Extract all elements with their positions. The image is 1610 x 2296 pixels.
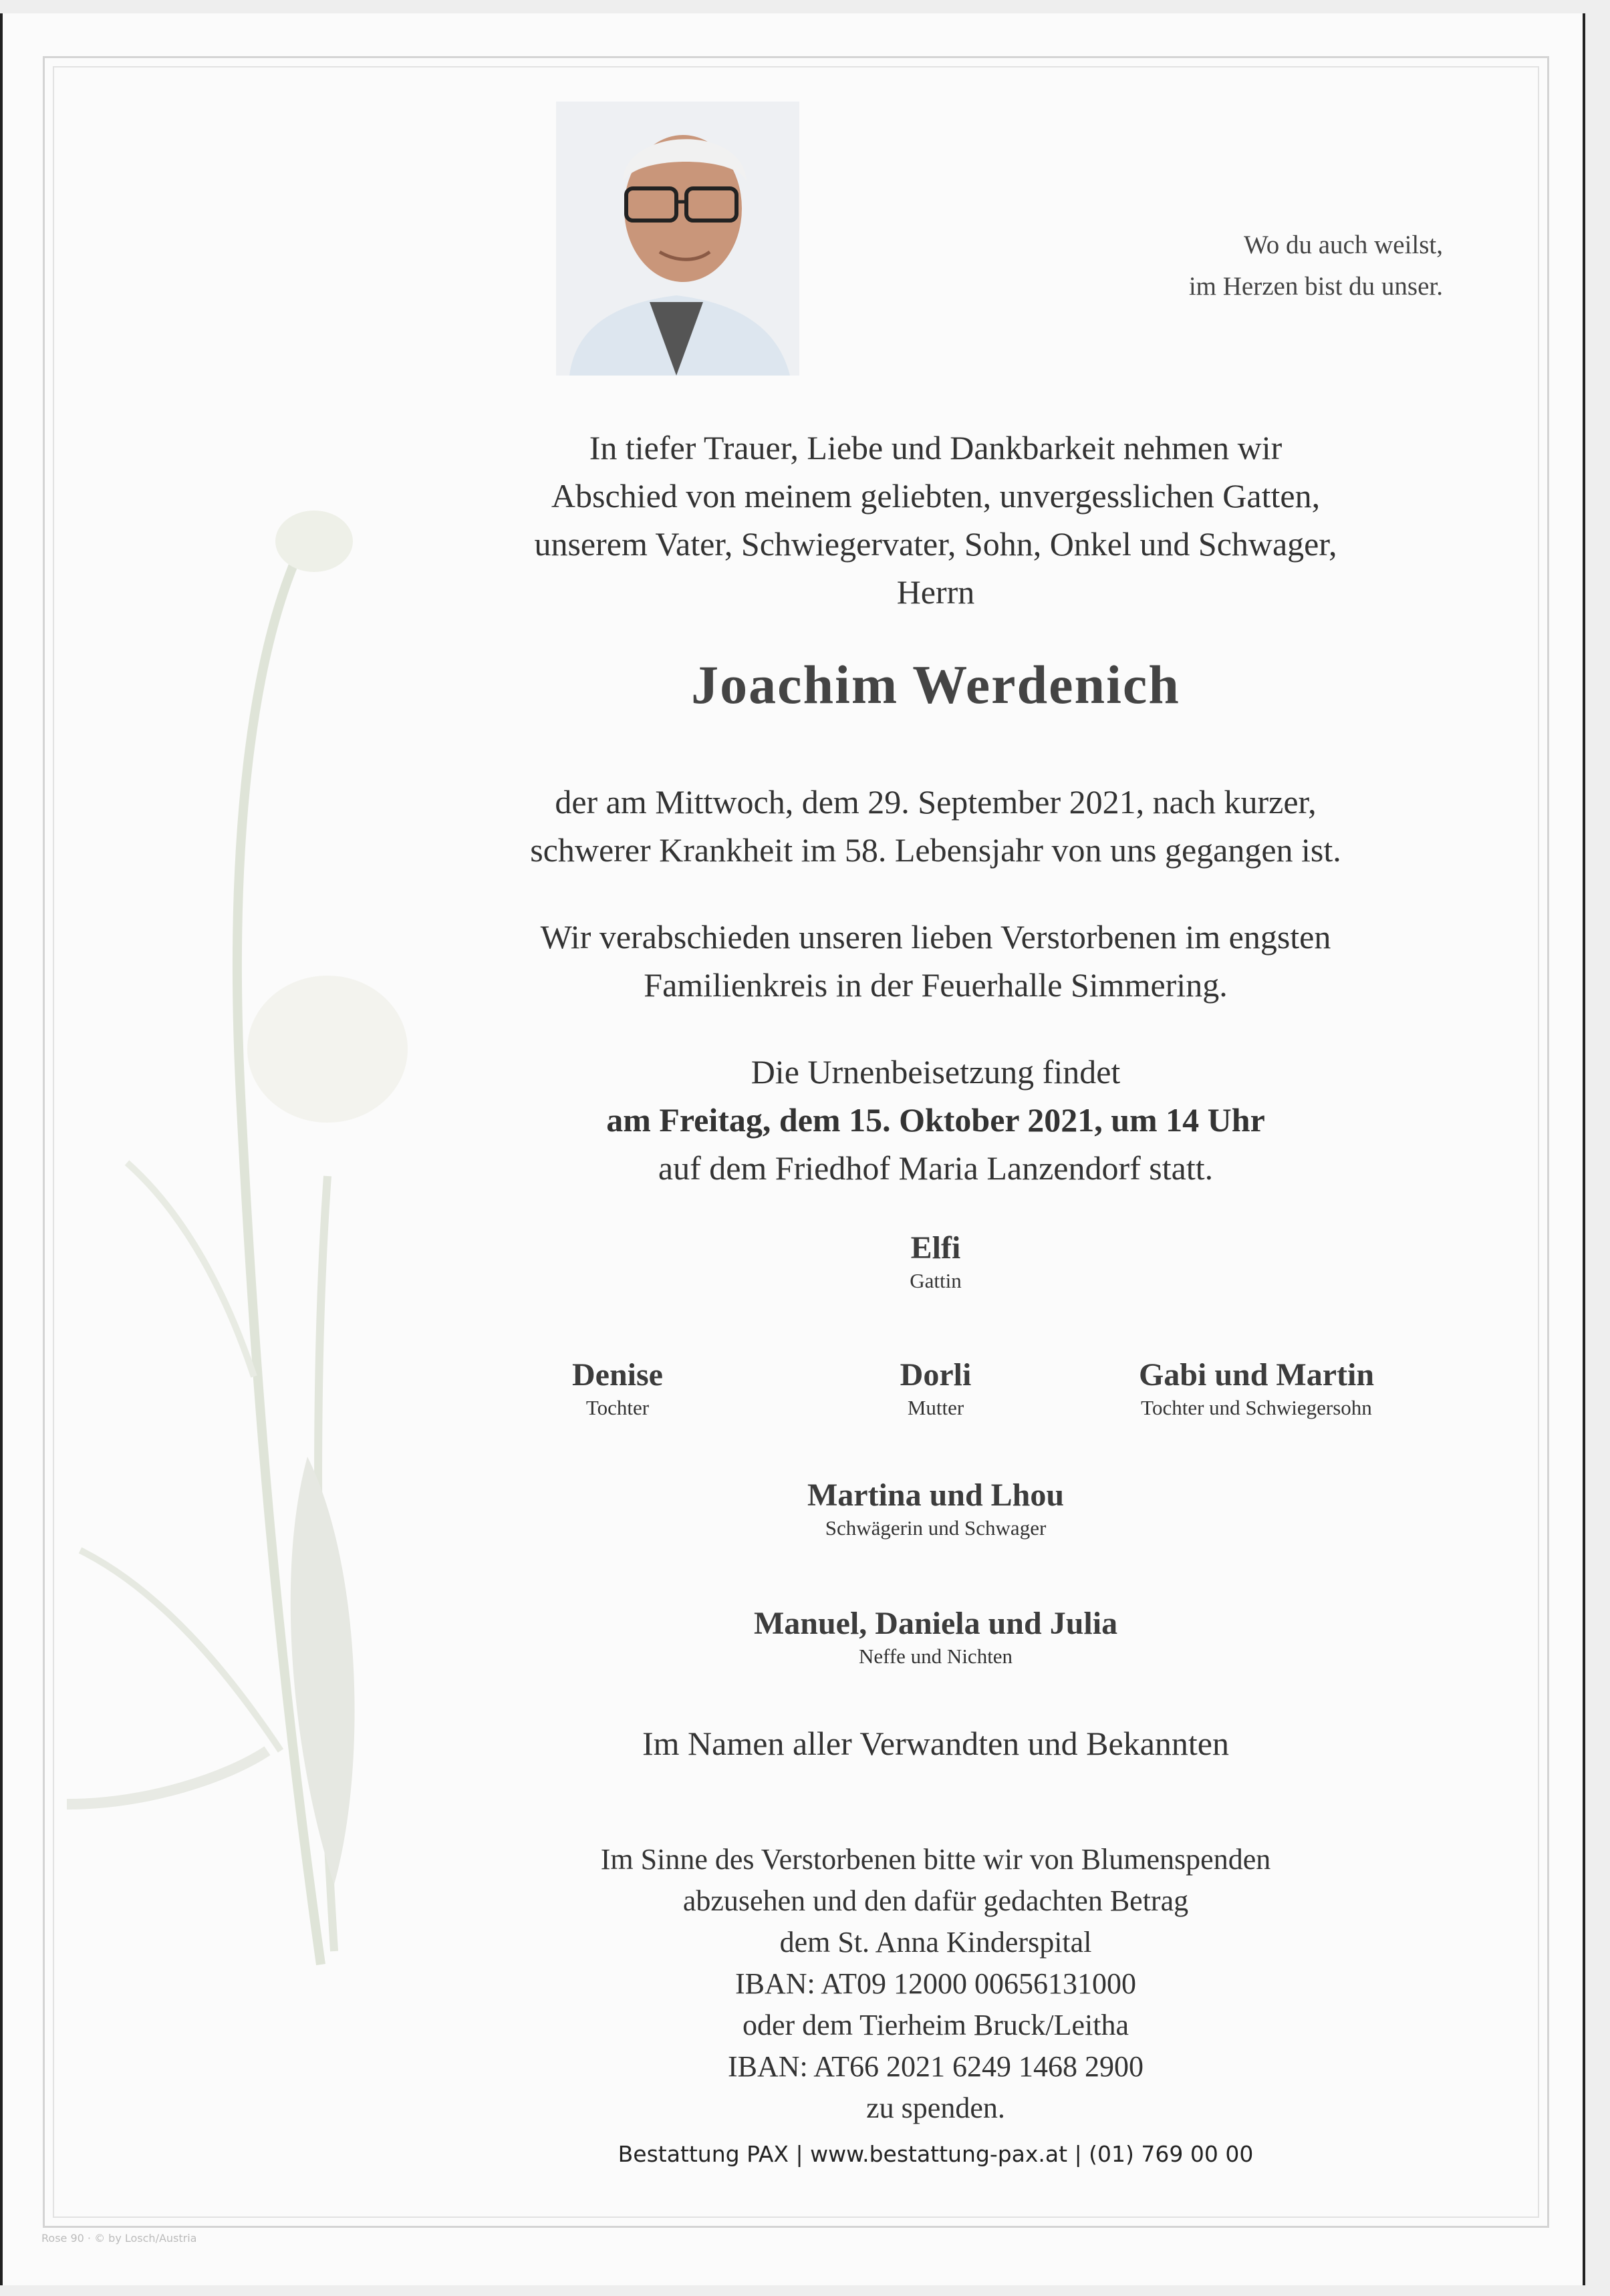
mourner-name: Denise <box>572 1357 663 1393</box>
donation-iban: IBAN: AT66 2021 6249 1468 2900 <box>727 2050 1144 2083</box>
mourner-name: Elfi <box>910 1230 961 1266</box>
intro-line: Abschied von meinem geliebten, unvergesslichen Gatten, <box>551 477 1321 515</box>
donation-line: oder dem Tierheim Bruck/Leitha <box>743 2009 1129 2041</box>
death-line: der am Mittwoch, dem 29. September 2021, nach kurzer, <box>555 783 1317 821</box>
intro-line: Herrn <box>896 573 975 611</box>
mourner-relation: Neffe und Nichten <box>858 1644 1013 1668</box>
mourner-in-laws <box>702 1477 1170 1540</box>
mourner-relation: Mutter <box>907 1396 964 1419</box>
mourner-relation: Tochter <box>585 1396 650 1419</box>
farewell-line: Familienkreis in der Feuerhalle Simmering. <box>644 966 1228 1004</box>
death-line: schwerer Krankheit im 58. Lebensjahr von uns gegangen ist. <box>530 831 1341 869</box>
donation-line: abzusehen und den dafür gedachten Betrag <box>682 1884 1189 1917</box>
mourner-relation: Schwägerin und Schwager <box>825 1516 1047 1540</box>
farewell-text <box>481 913 1390 1009</box>
intro-line: unserem Vater, Schwiegervater, Sohn, Onkel und Schwager, <box>534 525 1337 563</box>
mourner-relation: Tochter und Schwiegersohn <box>1141 1396 1372 1419</box>
donation-line: Im Sinne des Verstorbenen bitte wir von Blumenspenden <box>600 1843 1271 1876</box>
intro-line: In tiefer Trauer, Liebe und Dankbarkeit nehmen wir <box>589 429 1283 466</box>
flower-illustration <box>53 494 468 2018</box>
burial-line: Die Urnenbeisetzung findet <box>751 1053 1121 1091</box>
mourner-name: Gabi und Martin <box>1138 1357 1375 1393</box>
motto-line: Wo du auch weilst, <box>1244 231 1443 259</box>
donation-iban: IBAN: AT09 12000 00656131000 <box>734 1967 1137 2000</box>
mourner-mother <box>802 1356 1069 1420</box>
deceased-name: Joachim Werdenich <box>691 654 1180 715</box>
burial-line: auf dem Friedhof Maria Lanzendorf statt. <box>658 1149 1214 1187</box>
mourner-daughter <box>484 1356 751 1420</box>
mourner-spouse <box>802 1230 1069 1293</box>
portrait-photo <box>556 102 799 376</box>
sheet-edge <box>1583 13 1585 2285</box>
mourner-name: Manuel, Daniela und Julia <box>753 1606 1118 1641</box>
donation-request <box>481 1839 1390 2129</box>
mourner-relation: Gattin <box>910 1269 962 1292</box>
motto-line: im Herzen bist du unser. <box>1188 272 1443 301</box>
motto <box>1189 225 1443 307</box>
mourner-name: Martina und Lhou <box>807 1477 1065 1513</box>
funeral-home-footer: Bestattung PAX | www.bestattung-pax.at | (01) 769 00 00 <box>618 2141 1254 2167</box>
farewell-line: Wir verabschieden unseren lieben Verstorbenen im engsten <box>540 918 1331 956</box>
intro-text <box>481 424 1390 616</box>
burial-date: am Freitag, dem 15. Oktober 2021, um 14 Uhr <box>606 1101 1265 1139</box>
mourner-name: Dorli <box>900 1357 972 1393</box>
image-credit: Rose 90 · © by Losch/Austria <box>41 2232 197 2245</box>
donation-line: dem St. Anna Kinderspital <box>779 1926 1092 1959</box>
mourner-daughter-and-son-in-law <box>1056 1356 1457 1420</box>
burial-info <box>481 1048 1390 1192</box>
donation-line: zu spenden. <box>866 2092 1005 2124</box>
relatives-line: Im Namen aller Verwandten und Bekannten <box>642 1725 1229 1762</box>
death-notice <box>481 778 1390 874</box>
mourner-nephew-nieces <box>668 1605 1203 1669</box>
